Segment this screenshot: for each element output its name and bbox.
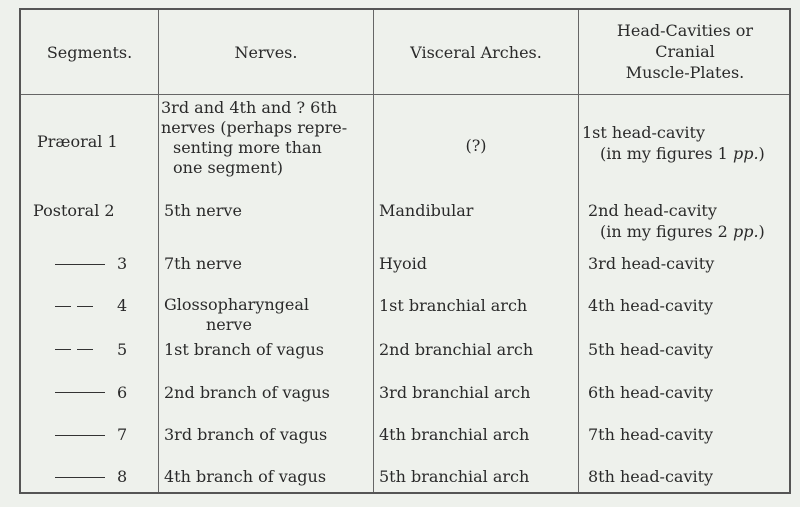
ditto-dash — [55, 392, 105, 393]
arch-cell: Hyoid — [379, 254, 427, 273]
nerves-line: Glossopharyngeal — [164, 295, 310, 314]
cavity-cell: 8th head-cavity — [588, 467, 714, 486]
nerves-line: 3rd and 4th and ? 6th — [161, 98, 338, 117]
cavity-cell — [588, 200, 765, 242]
cavity-cell: 3rd head-cavity — [588, 254, 715, 273]
column-divider — [373, 10, 374, 492]
header-line: Head-Cavities or — [616, 21, 754, 40]
cavity-cell: 5th head-cavity — [588, 340, 714, 359]
nerves-cell: 7th nerve — [164, 254, 242, 273]
nerves-cell: 4th branch of vagus — [164, 467, 327, 486]
ditto-dash — [55, 349, 71, 350]
segment-label: Postoral 2 — [33, 201, 115, 220]
nerves-cell — [161, 98, 347, 178]
nerves-cell — [164, 295, 309, 335]
header-visceral-arches: Visceral Arches. — [410, 43, 542, 62]
table-frame — [19, 8, 791, 494]
arch-cell: 1st branchial arch — [379, 296, 528, 315]
ditto-dash — [55, 435, 105, 436]
segment-number: 8 — [117, 467, 128, 486]
cavity-line: 1st head-cavity — [582, 123, 705, 142]
ditto-dash — [77, 349, 93, 350]
nerves-line: one segment) — [173, 158, 284, 177]
cavity-cell: 4th head-cavity — [588, 296, 714, 315]
segment-number: 5 — [117, 340, 128, 359]
cavity-line: 2nd head-cavity — [588, 201, 717, 220]
header-nerves: Nerves. — [234, 43, 298, 62]
nerves-cell: 1st branch of vagus — [164, 340, 324, 359]
cavity-cell: 6th head-cavity — [588, 383, 714, 402]
header-line: Cranial — [655, 42, 715, 61]
cavity-cell: 7th head-cavity — [588, 425, 714, 444]
nerves-line: senting more than — [173, 138, 322, 157]
cavity-line: (in my figures 2 pp.) — [600, 222, 765, 241]
header-line: Muscle-Plates. — [625, 63, 745, 82]
arch-cell: 3rd branchial arch — [379, 383, 531, 402]
arch-cell: (?) — [465, 136, 487, 155]
ditto-dash — [55, 306, 71, 307]
arch-cell: Mandibular — [379, 201, 474, 220]
header-divider — [21, 94, 789, 95]
cavity-line: (in my figures 1 pp.) — [600, 144, 765, 163]
segment-label: Præoral 1 — [37, 132, 118, 151]
arch-cell: 4th branchial arch — [379, 425, 530, 444]
header-head-cavities — [579, 20, 791, 83]
nerves-cell: 2nd branch of vagus — [164, 383, 330, 402]
arch-cell: 5th branchial arch — [379, 467, 530, 486]
segment-number: 7 — [117, 425, 128, 444]
column-divider — [158, 10, 159, 492]
nerves-line: nerves (perhaps repre- — [161, 118, 348, 137]
arch-cell: 2nd branchial arch — [379, 340, 534, 359]
nerves-line: nerve — [206, 315, 252, 334]
ditto-dash — [55, 477, 105, 478]
ditto-dash — [77, 306, 93, 307]
cavity-cell — [582, 122, 765, 164]
nerves-cell: 3rd branch of vagus — [164, 425, 328, 444]
header-segments: Segments. — [46, 43, 133, 62]
segment-number: 3 — [117, 254, 128, 273]
ditto-dash — [55, 264, 105, 265]
nerves-cell: 5th nerve — [164, 201, 242, 220]
segment-number: 4 — [117, 296, 128, 315]
segment-number: 6 — [117, 383, 128, 402]
